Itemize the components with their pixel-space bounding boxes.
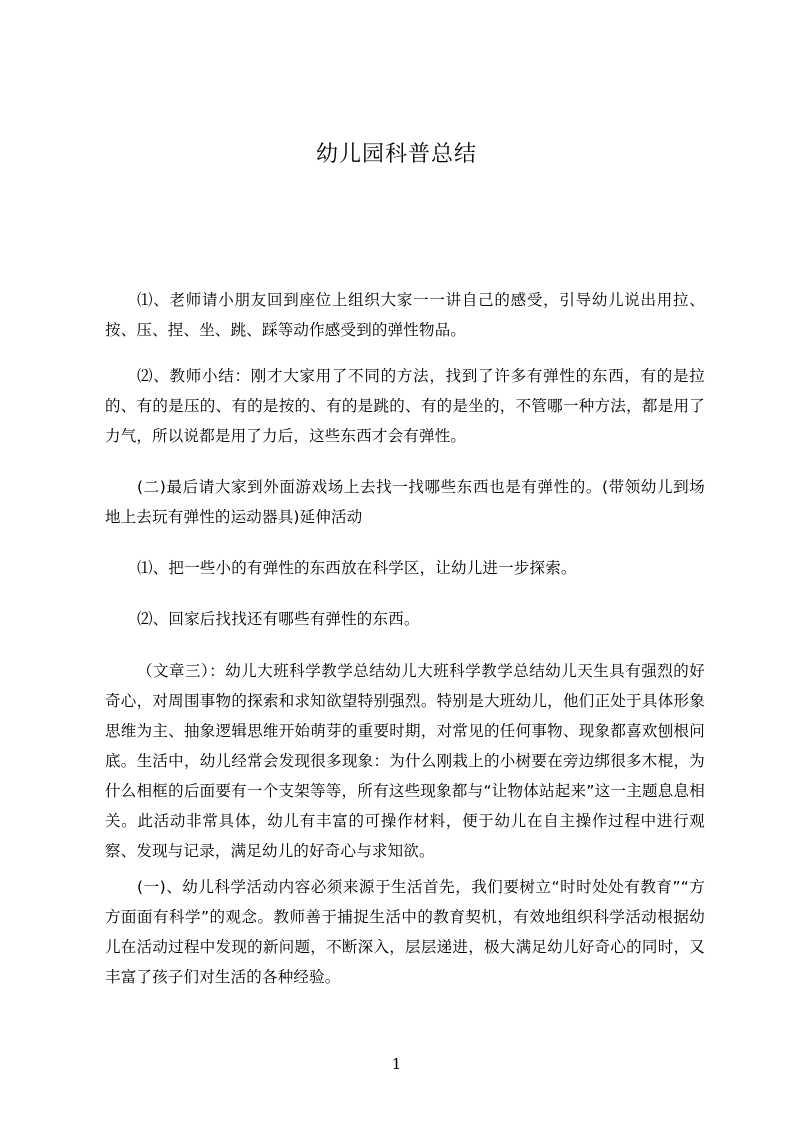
page-number: 1 xyxy=(391,1055,402,1073)
paragraph-article-three: （文章三）：幼儿大班科学教学总结幼儿大班科学教学总结幼儿天生具有强烈的好奇心，对周围事物的探索和求知欲望特别强烈。特别是大班幼儿，他们正处于具体形象思维为主、抽象逻辑思维开始萌芽的重要时期，对常见的任何事物、现象都喜欢刨根问底。生活中，幼儿经常会发现很多现象：为什么刚栽上的小树要在旁边绑很多木棍，为什么相框的后面要有一个支架等等，所有这些现象都与“让物体站起来”这一主题息息相关。此活动非常具体，幼儿有丰富的可操作材料，便于幼儿在自主操作过程中进行观察、发现与记录，满足幼儿的好奇心与求知欲。 xyxy=(105,662,705,860)
paragraph-science-corner: ⑴、把一些小的有弹性的东西放在科学区，让幼儿进一步探索。 xyxy=(137,559,577,577)
paragraph-science-from-life: (一)、幼儿科学活动内容必须来源于生活首先，我们要树立“时时处处有教育”“方方面面有科学”的观念。教师善于捕捉生活中的教育契机，有效地组织科学活动根据幼儿在活动过程中发现的新问题，不断深入，层层递进，极大满足幼儿好奇心的同时，又丰富了孩子们对生活的各种经验。 xyxy=(105,878,705,986)
paragraph-feel-elastic-items: ⑴、老师请小朋友回到座位上组织大家一一讲自己的感受，引导幼儿说出用拉、按、压、捏、坐、跳、踩等动作感受到的弹性物品。 xyxy=(105,291,705,339)
page-title: 幼儿园科普总结 xyxy=(315,142,477,167)
paragraph-home-search: ⑵、回家后找找还有哪些有弹性的东西。 xyxy=(137,610,420,628)
paragraph-outdoor-search: (二)最后请大家到外面游戏场上去找一找哪些东西也是有弹性的。(带领幼儿到场地上去玩有弹性的运动器具)延伸活动 xyxy=(105,478,705,526)
paragraph-teacher-summary: ⑵、教师小结：刚才大家用了不同的方法，找到了许多有弹性的东西，有的是拉的、有的是压的、有的是按的、有的是跳的、有的是坐的，不管哪一种方法，都是用了力气，所以说都是用了力后，这些东西才会有弹性。 xyxy=(105,367,705,445)
